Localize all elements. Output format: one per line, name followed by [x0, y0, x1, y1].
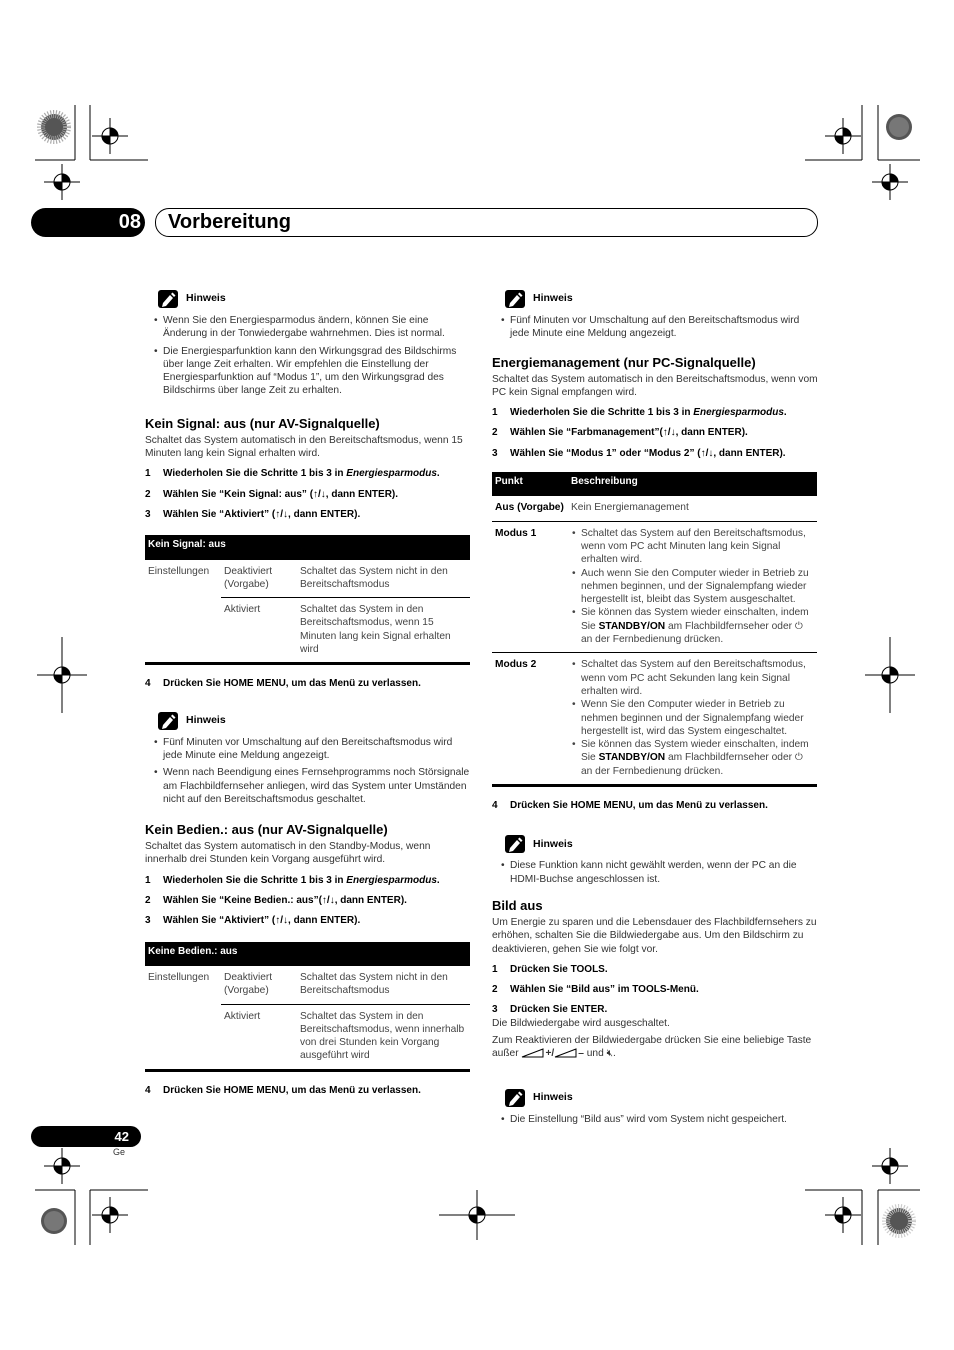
list-item: • Schaltet das System auf den Bereitschaftsmodus, wenn vom PC acht Minuten lang kein Signal erhalten wird.	[581, 527, 814, 567]
step: 3 Wählen Sie “Modus 1” oder “Modus 2” (↑/↓, dann ENTER).	[492, 447, 786, 459]
step: 4 Drücken Sie HOME MENU, um das Menü zu verlassen.	[145, 678, 421, 690]
pencil-note-icon	[505, 1089, 525, 1107]
page-title: Vorbereitung	[168, 211, 291, 233]
step: 2 Wählen Sie “Kein Signal: aus” (↑/↓, dann ENTER).	[145, 488, 399, 500]
table-cell: Aus (Vorgabe)	[495, 502, 564, 514]
settings-table	[145, 535, 470, 665]
note-label: Hinweis	[186, 713, 226, 726]
table-cell: Deaktiviert (Vorgabe)	[224, 565, 273, 590]
table-cell: Aktiviert	[221, 1004, 297, 1070]
section-intro: Schaltet das System automatisch in den Bereitschaftsmodus, wenn vom PC kein Signal empfangen wird.	[492, 373, 818, 398]
table-cell: Schaltet das System nicht in den Bereitschaftsmodus	[300, 971, 448, 997]
table-cell	[568, 653, 817, 786]
mode-table	[492, 472, 817, 787]
table-header: Keine Bedien.: aus	[145, 942, 470, 966]
note-header	[492, 1087, 819, 1109]
table-cell: Deaktiviert (Vorgabe)	[224, 971, 273, 997]
step: 2 Wählen Sie “Keine Bedien.: aus”(↑/↓, dann ENTER).	[145, 895, 407, 907]
section-heading: Kein Bedien.: aus (nur AV-Signalquelle)	[145, 822, 388, 838]
note-label: Hinweis	[533, 292, 573, 305]
volume-icon	[521, 1048, 545, 1059]
section-intro: Um Energie zu sparen und die Lebensdauer des Flachbildfernsehers zu erhöhen, schalten Sie die Bildwiedergabe aus. Um den Bildschirm zu deaktivieren, gehen Sie wie folgt vor.	[492, 916, 817, 955]
table-cell: Modus 1	[492, 521, 568, 653]
section-heading: Bild aus	[492, 897, 543, 913]
note-header	[492, 833, 819, 855]
language-code: Ge	[113, 1147, 126, 1157]
step: 1 Wiederholen Sie die Schritte 1 bis 3 in Energiesparmodus.	[145, 468, 440, 480]
page-number: 42	[114, 1129, 129, 1144]
right-column	[492, 288, 819, 1130]
list-item: • Auch wenn Sie den Computer wieder in Betrieb zu nehmen beginnen, und der Signalempfang wieder hergestellt ist, bleibt das System ausgeschaltet.	[581, 567, 814, 607]
note-header	[145, 710, 472, 732]
section-heading: Energiemanagement (nur PC-Signalquelle)	[492, 354, 756, 370]
note-list	[492, 314, 819, 341]
list-item: • Schaltet das System auf den Bereitschaftsmodus, wenn vom PC acht Sekunden lang kein Signal erhalten wird.	[581, 658, 814, 698]
pencil-note-icon	[158, 290, 178, 308]
section-intro: Schaltet das System automatisch in den Standby-Modus, wenn innerhalb drei Stunden kein Vorgang ausgeführt wird.	[145, 841, 431, 866]
step: 3 Drücken Sie ENTER.	[492, 1004, 608, 1016]
table-cell: Schaltet das System nicht in den Bereitschaftsmodus	[300, 565, 448, 590]
table-header: Beschreibung	[568, 472, 817, 496]
left-column	[145, 288, 472, 1104]
note-header	[145, 288, 472, 310]
step: 1 Drücken Sie TOOLS.	[492, 963, 608, 975]
table-cell	[568, 521, 817, 653]
note-item: • Fünf Minuten vor Umschaltung auf den Bereitschaftsmodus wird jede Minute eine Meldung angezeigt.	[163, 736, 472, 763]
result-text: Die Bildwiedergabe wird ausgeschaltet.	[492, 1017, 670, 1029]
pencil-note-icon	[505, 290, 525, 308]
step: 2 Wählen Sie “Bild aus” im TOOLS-Menü.	[492, 984, 699, 996]
table-row-label: Einstellungen	[148, 565, 210, 577]
table-cell: Schaltet das System in den Bereitschaftsmodus, wenn 15 Minuten lang kein Signal erhalten wird	[297, 598, 470, 664]
list-item: • Wenn Sie den Computer wieder in Betrieb zu nehmen beginnen und der Signalempfang wieder hergestellt ist, wird das System eingeschaltet.	[581, 698, 814, 738]
note-item: • Die Einstellung “Bild aus” wird vom System nicht gespeichert.	[510, 1113, 819, 1126]
note-label: Hinweis	[533, 837, 573, 850]
step: 2 Wählen Sie “Farbmanagement”(↑/↓, dann ENTER).	[492, 427, 748, 439]
note-item: • Wenn Sie den Energiesparmodus ändern, können Sie eine Änderung in der Tonwiedergabe wahrnehmen. Dies ist normal.	[163, 314, 472, 341]
table-row-label: Einstellungen	[148, 971, 210, 983]
table-cell: Modus 2	[492, 653, 568, 786]
note-list	[492, 859, 819, 886]
mute-icon: 🔇︎	[606, 1048, 613, 1060]
step: 4 Drücken Sie HOME MENU, um das Menü zu verlassen.	[145, 1084, 421, 1096]
table-cell: Kein Energiemanagement	[571, 502, 689, 514]
step: 4 Drücken Sie HOME MENU, um das Menü zu verlassen.	[492, 800, 768, 812]
note-item: • Die Energiesparfunktion kann den Wirkungsgrad des Bildschirms über lange Zeit erhalten. Wir empfehlen die Einstellung der Energiesparfunktion auf “Modus 1”, um den Wirkungsgrad des Bildschirms über lange Zeit zu erhalten.	[163, 345, 472, 398]
note-item: • Wenn nach Beendigung eines Fernsehprogramms noch Störsignale am Flachbildfernseher anliegen, wird das System unter Umständen nicht auf den Bereitschaftsmodus geschaltet.	[163, 766, 472, 806]
note-list	[145, 736, 472, 806]
step: 1 Wiederholen Sie die Schritte 1 bis 3 in Energiesparmodus.	[145, 874, 440, 886]
table-cell: Schaltet das System in den Bereitschaftsmodus, wenn innerhalb von drei Stunden kein Vorgang ausgeführt wird	[297, 1004, 470, 1070]
pencil-note-icon	[158, 712, 178, 730]
reactivate-text: Zum Reaktivieren der Bildwiedergabe drücken Sie eine beliebige Taste außer +/ – und 🔇︎.	[492, 1034, 812, 1060]
note-label: Hinweis	[186, 292, 226, 305]
step: 3 Wählen Sie “Aktiviert” (↑/↓, dann ENTER).	[145, 915, 361, 927]
step: 1 Wiederholen Sie die Schritte 1 bis 3 in Energiesparmodus.	[492, 407, 787, 419]
note-header	[492, 288, 819, 310]
power-icon: ⏻	[794, 752, 803, 764]
chapter-number: 08	[118, 211, 141, 233]
table-header: Punkt	[492, 472, 568, 496]
step: 3 Wählen Sie “Aktiviert” (↑/↓, dann ENTER).	[145, 508, 361, 520]
section-intro: Schaltet das System automatisch in den Bereitschaftsmodus, wenn 15 Minuten lang kein Signal erhalten wird.	[145, 434, 463, 460]
note-item: • Fünf Minuten vor Umschaltung auf den Bereitschaftsmodus wird jede Minute eine Meldung angezeigt.	[510, 314, 819, 341]
note-list	[492, 1113, 819, 1126]
note-label: Hinweis	[533, 1090, 573, 1103]
table-cell: Aktiviert	[221, 598, 297, 664]
table-header: Kein Signal: aus	[145, 535, 470, 559]
section-heading: Kein Signal: aus (nur AV-Signalquelle)	[145, 415, 380, 431]
note-item: • Diese Funktion kann nicht gewählt werden, wenn der PC an die HDMI-Buchse angeschlossen ist.	[510, 859, 819, 886]
settings-table	[145, 942, 470, 1072]
list-item: • Sie können das System wieder einschalten, indem Sie STANDBY/ON am Flachbildfernseher oder ⏻ an der Fernbedienung drücken.	[581, 606, 814, 646]
note-list	[145, 314, 472, 398]
power-icon: ⏻	[794, 620, 803, 632]
list-item: • Sie können das System wieder einschalten, indem Sie STANDBY/ON am Flachbildfernseher oder ⏻ an der Fernbedienung drücken.	[581, 738, 814, 778]
volume-icon	[554, 1048, 578, 1059]
pencil-note-icon	[505, 835, 525, 853]
